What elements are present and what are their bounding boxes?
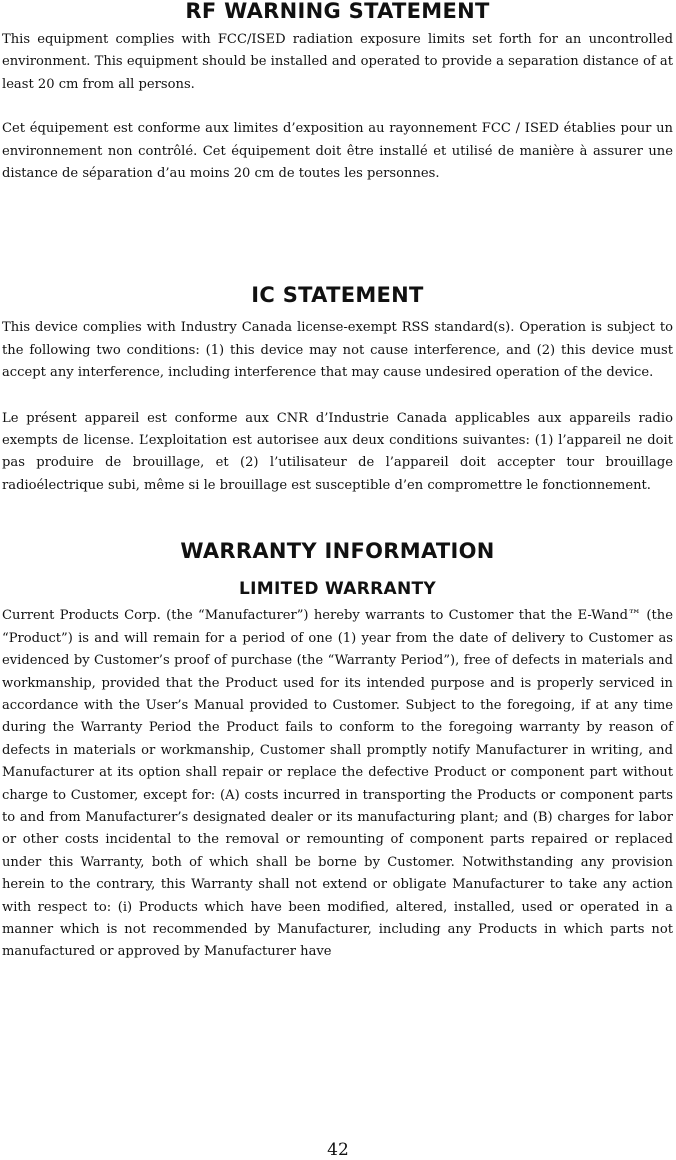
limited-warranty-subtitle: LIMITED WARRANTY [238,579,437,600]
page-number: 42 [327,1140,349,1160]
warranty-paragraph: Current Products Corp. (the “Manufacturer”) hereby warrants to Customer that the E-Wand™ (the “Product”) is and will remain for a period of one (1) year from the date of delivery to Customer as evidenced by Customer’s proof of purchase (the “Warranty Period”), free of defects in materials and workmanship, provided that the Product used for its intended purpose and is properly serviced in accordance with the User’s Manual provided to Customer. Subject to the foregoing, if at any time during the Warranty Period the Product fails to conform to the foregoing warranty by reason of defects in materials or workmanship, Customer shall promptly notify Manufacturer in writing, and Manufacturer at its option shall repair or replace the defective Product or component part without charge to Customer, except for: (A) costs incurred in transporting the Products or component parts to and from Manufacturer’s designated dealer or its manufacturing plant; and (B) charges for labor or other costs incidental to the removal or remounting of component parts repaired or replaced under this Warranty, both of which shall be borne by Customer. Notwithstanding any provision herein to the contrary, this Warranty shall not extend or obligate Manufacturer to take any action with respect to: (i) Products which have been modified, altered, installed, used or operated in a manner which is not recommended by Manufacturer, including any Products in which parts not manufactured or approved by Manufacturer have [2,608,673,960]
rf-warning-title: RF WARNING STATEMENT [185,0,490,23]
ic-statement-paragraph-fr: Le présent appareil est conforme aux CNR d’Industrie Canada applicables aux appareils radio exempts de license. L’exploitation est autorisee aux deux conditions suivantes: (1) l’appareil ne doit pas produire de brouillage, et (2) l’utilisateur de l’appareil doit accepter tour brouillage radioélectrique subi, même si le brouillage est susceptible d’en compromettre le fonctionnement. [2,410,673,493]
ic-statement-paragraph-en: This device complies with Industry Canada license-exempt RSS standard(s). Operation is subject to the following two conditions: (1) this device may not cause interference, and (2) this device must accept any interference, including interference that may cause undesired operation of the device. [2,320,673,381]
warranty-information-title: WARRANTY INFORMATION [180,539,495,564]
ic-statement-title: IC STATEMENT [251,283,424,308]
rf-warning-paragraph-fr: Cet équipement est conforme aux limites d’exposition au rayonnement FCC / ISED établies pour un environnement non contrôlé. Cet équipement doit être installé et utilisé de manière à assurer une distance de séparation d’au moins 20 cm de toutes les personnes. [2,121,673,182]
rf-warning-paragraph-en: This equipment complies with FCC/ISED radiation exposure limits set forth for an uncontrolled environment. This equipment should be installed and operated to provide a separation distance of at least 20 cm from all persons. [2,32,673,92]
